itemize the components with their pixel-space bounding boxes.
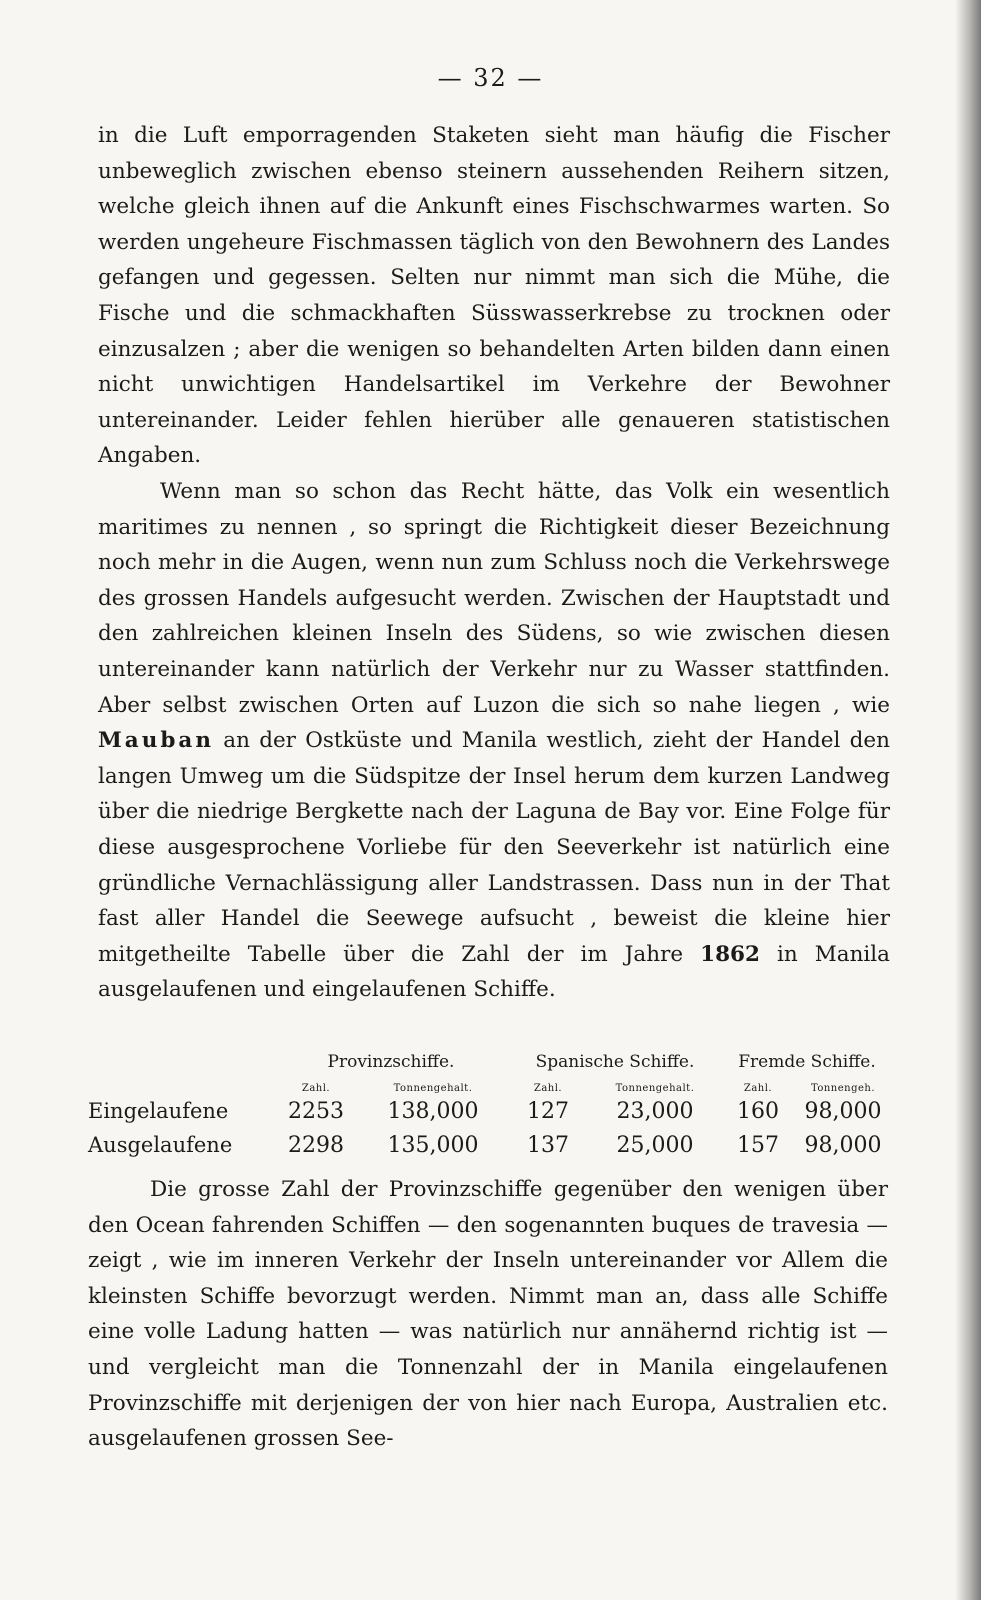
sub-header: Zahl. [743,1083,773,1094]
table-cell: 25,000 [616,1132,694,1158]
sub-header: Tonnengehalt. [615,1083,695,1094]
ships-table [88,1040,892,1162]
table-corner [88,1072,274,1094]
table-group-header-row [88,1040,892,1072]
table-cell: 127 [527,1098,569,1124]
table-cell: 157 [737,1132,779,1158]
paragraph-text: in die Luft emporragenden Staketen sieht man häufig die Fischer unbeweglich zwischen ebenso steinern aussehenden Reihern sitzen, welche gleich ihnen auf die Ankunft eines Fischschwarmes warten. So werden ungeheure Fischmassen täglich von den Bewohnern des Landes gefangen und gegessen. Selten nur nimmt man sich die Mühe, die Fische und die schmackhaften Süsswasserkrebse zu trocknen oder einzusalzen ; aber die wenigen so behandelten Arten bilden dann einen nicht unwichtigen Handelsartikel im Verkehre der Bewohner untereinander. Leider fehlen hierüber alle genaueren statistischen Angaben. [98,123,890,469]
table-cell: 23,000 [616,1098,694,1124]
table-cell: 137 [527,1132,569,1158]
paragraph-provincial-ships [88,1172,888,1457]
sub-header: Zahl. [301,1083,331,1094]
table-row [88,1094,892,1128]
year-1862: 1862 [700,941,760,967]
text-run: an der Ostküste und Manila westlich, zieht der Handel den langen Umweg um die Südspitze der Insel herum dem kurzen Landweg über die niedrige Bergkette nach der Laguna de Bay vor. Eine Folge für diese ausgesprochene Vorliebe für den Seeverkehr ist natürlich eine gründliche Vernachlässigung aller Landstrassen. Dass nun in der That fast aller Handel die Seewege aufsucht , beweist die kleine hier mitgetheilte Tabelle über die Zahl der im Jahre [98,728,890,967]
page-number: — 32 — [437,64,544,92]
paragraph-fishing [98,118,890,474]
table-cell: 2298 [288,1132,344,1158]
paragraph-trade-routes [98,474,890,1008]
table-sub-header-row [88,1072,892,1094]
table-cell: 135,000 [387,1132,479,1158]
group-header-fremde-schiffe: Fremde Schiffe. [738,1052,876,1072]
paragraph-text [98,474,890,1008]
table-cell: 2253 [288,1098,344,1124]
table-row [88,1128,892,1162]
row-label: Ausgelaufene [88,1133,233,1157]
table-corner [88,1040,274,1072]
group-header-spanische-schiffe: Spanische Schiffe. [535,1052,695,1072]
sub-header: Tonnengehalt. [393,1083,473,1094]
row-label: Eingelaufene [88,1099,229,1123]
table-cell: 160 [737,1098,779,1124]
sub-header: Tonnengeh. [810,1083,876,1094]
table-cell: 138,000 [387,1098,479,1124]
sub-header: Zahl. [533,1083,563,1094]
text-run: Wenn man so schon das Recht hätte, das Volk ein wesentlich maritimes zu nennen , so springt die Richtigkeit dieser Bezeichnung noch mehr in die Augen, wenn nun zum Schluss noch die Verkehrswege des grossen Handels aufgesucht werden. Zwischen der Hauptstadt und den zahlreichen kleinen Inseln des Südens, so wie zwischen diesen untereinander kann natürlich der Verkehr nur zu Wasser stattfinden. Aber selbst zwischen Orten auf Luzon die sich so nahe liegen , wie [98,479,890,718]
table-cell: 98,000 [804,1098,882,1124]
text-run: in Manila ausgelaufenen und eingelaufenen Schiffe. [98,941,890,1003]
page-edge-shadow [955,0,981,1600]
place-name-mauban: Mauban [98,728,214,754]
table-cell: 98,000 [804,1132,882,1158]
paragraph-text: Die grosse Zahl der Provinzschiffe gegenüber den wenigen über den Ocean fahrenden Schiffen — den sogenannten buques de travesia — zeigt , wie im inneren Verkehr der Inseln untereinander vor Allem die kleinsten Schiffe bevorzugt werden. Nimmt man an, dass alle Schiffe eine volle Ladung hatten — was natürlich nur annähernd richtig ist — und vergleicht man die Tonnenzahl der in Manila eingelaufenen Provinzschiffe mit derjenigen der von hier nach Europa, Australien etc. ausgelaufenen grossen See- [88,1177,888,1452]
group-header-provinzschiffe: Provinzschiffe. [327,1052,455,1072]
